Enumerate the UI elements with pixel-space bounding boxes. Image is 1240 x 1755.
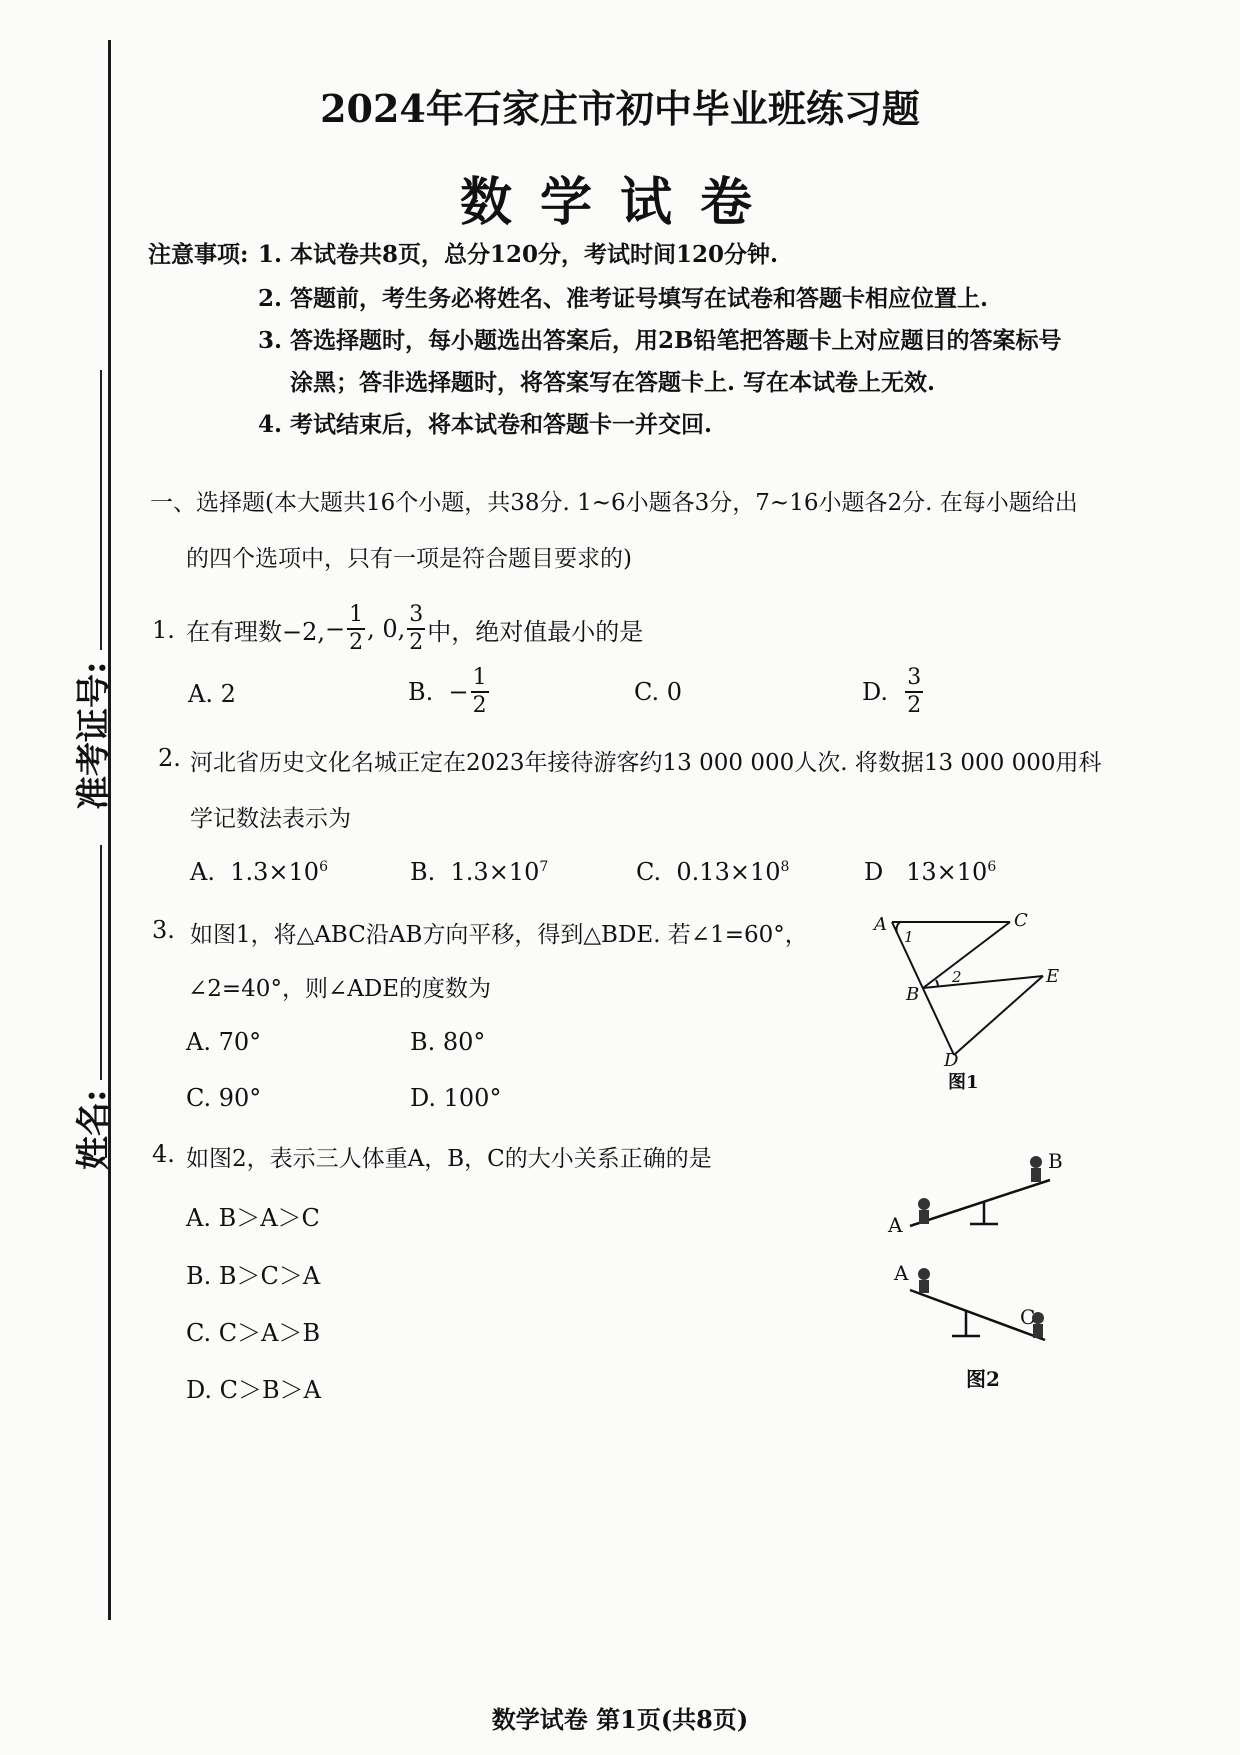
q1-option-c: C. 0 [634, 678, 683, 706]
q3-number: 3. [152, 916, 175, 944]
q1-frac2: $\frac{3}{2}$ [409, 602, 424, 655]
q1-mid: , 0, [367, 615, 406, 643]
q1-option-b: B. − $\frac{1}{2}$ [408, 665, 487, 718]
notice-label: 注意事项: [148, 241, 249, 268]
fig2-person-body-icon [1031, 1168, 1041, 1182]
q3-option-b: B. 80° [410, 1028, 486, 1056]
fig2-person-body-icon [919, 1210, 929, 1224]
fig1-label-A: A [874, 914, 887, 935]
fig1-label-E: E [1046, 966, 1060, 987]
q1-stem [186, 602, 643, 656]
q2-number: 2. [158, 744, 181, 772]
fig1-caption: 图1 [948, 1072, 979, 1093]
fig1-line-BE [923, 976, 1043, 988]
q4-option-a: A. B＞A＞C [186, 1204, 320, 1232]
q3-stem: 如图1，将△ABC沿AB方向平移，得到△BDE. 若∠1=60°， [190, 922, 808, 948]
exam-id-label: 准考证号: [74, 661, 114, 810]
fig2-label-top-a: A [888, 1213, 903, 1237]
q2-option-b: B. $1.3\times 10^7$ [410, 858, 549, 886]
fig1-label-angle2: 2 [952, 968, 962, 986]
fig2-top-plank [910, 1180, 1050, 1226]
fig1-line-BC [923, 922, 1010, 988]
q4-number: 4. [152, 1140, 175, 1168]
q1-suffix: 中，绝对值最小的是 [427, 617, 644, 646]
figure-1 [860, 900, 1080, 1100]
q4-option-d: D. C＞B＞A [186, 1376, 321, 1404]
q1-prefix: 在有理数−2, [186, 617, 326, 646]
fig2-label-bottom-a: A [894, 1261, 909, 1285]
page-subtitle: 数学试卷 [459, 172, 780, 233]
q3-stem-cont: ∠2=40°，则∠ADE的度数为 [188, 976, 492, 1002]
q4-stem: 如图2，表示三人体重A，B，C的大小关系正确的是 [186, 1146, 712, 1172]
q2-stem-cont: 学记数法表示为 [190, 806, 351, 832]
q3-option-c: C. 90° [186, 1084, 262, 1112]
page-footer: 数学试卷 第1页(共8页) [491, 1705, 749, 1734]
notice-item-4: 4. 考试结束后，将本试卷和答题卡一并交回. [258, 411, 713, 438]
notice-item-2: 2. 答题前，考生务必将姓名、准考证号填写在试卷和答题卡相应位置上. [258, 285, 989, 312]
notice-item-3-cont: 涂黑；答非选择题时，将答案写在答题卡上. 写在本试卷上无效. [290, 369, 936, 396]
q2-option-c: C. $0.13\times 10^8$ [636, 858, 790, 886]
name-underline [100, 845, 102, 1080]
notice-item-3: 3. 答选择题时，每小题选出答案后，用2B铅笔把答题卡上对应题目的答案标号 [258, 327, 1062, 354]
q2-option-a: A. $1.3\times 10^6$ [190, 858, 328, 886]
q1-option-a: A. 2 [188, 680, 236, 708]
fig2-person-icon [1030, 1156, 1042, 1168]
q2-stem: 河北省历史文化名城正定在2023年接待游客约13 000 000人次. 将数据13 000 000用科 [190, 750, 1102, 776]
fig1-label-B: B [906, 984, 920, 1005]
fig1-label-angle1: 1 [904, 928, 914, 946]
exam-id-underline [100, 370, 102, 650]
fig2-person-body-icon [919, 1280, 929, 1293]
fig2-label-top-b: B [1048, 1149, 1063, 1173]
q4-option-c: C. C＞A＞B [186, 1319, 321, 1347]
section-heading-cont: 的四个选项中，只有一项是符合题目要求的) [186, 546, 632, 572]
q1-neg: − [325, 615, 346, 643]
fig2-person-icon [918, 1198, 930, 1210]
fig1-angle1-arc [896, 922, 900, 933]
q3-option-a: A. 70° [186, 1028, 262, 1056]
section-heading: 一、选择题(本大题共16个小题，共38分. 1~6小题各3分，7~16小题各2分. 在每小题给出 [150, 490, 1078, 516]
q4-option-b: B. B＞C＞A [186, 1262, 321, 1290]
fig2-caption: 图2 [966, 1367, 1000, 1391]
q1-option-d: D. $\frac{3}{2}$ [862, 665, 922, 718]
name-label: 姓名: [74, 1089, 114, 1170]
q1-number: 1. [152, 616, 175, 644]
q1-frac1: $\frac{1}{2}$ [349, 602, 364, 655]
fig1-line-AD [892, 922, 954, 1055]
fig2-label-bottom-c: C [1020, 1305, 1036, 1329]
binding-line [108, 40, 111, 1620]
fig2-person-icon [918, 1268, 930, 1280]
q3-option-d: D. 100° [410, 1084, 502, 1112]
notice-item-1: 1. 本试卷共8页，总分120分，考试时间120分钟. [258, 241, 779, 268]
fig1-label-D: D [944, 1050, 959, 1071]
figure-2 [880, 1140, 1080, 1400]
fig1-line-DE [954, 976, 1043, 1055]
fig1-label-C: C [1014, 910, 1028, 931]
q2-option-d: D $13\times 10^6$ [864, 858, 997, 886]
page-title: 2024年石家庄市初中毕业班练习题 [320, 86, 920, 131]
